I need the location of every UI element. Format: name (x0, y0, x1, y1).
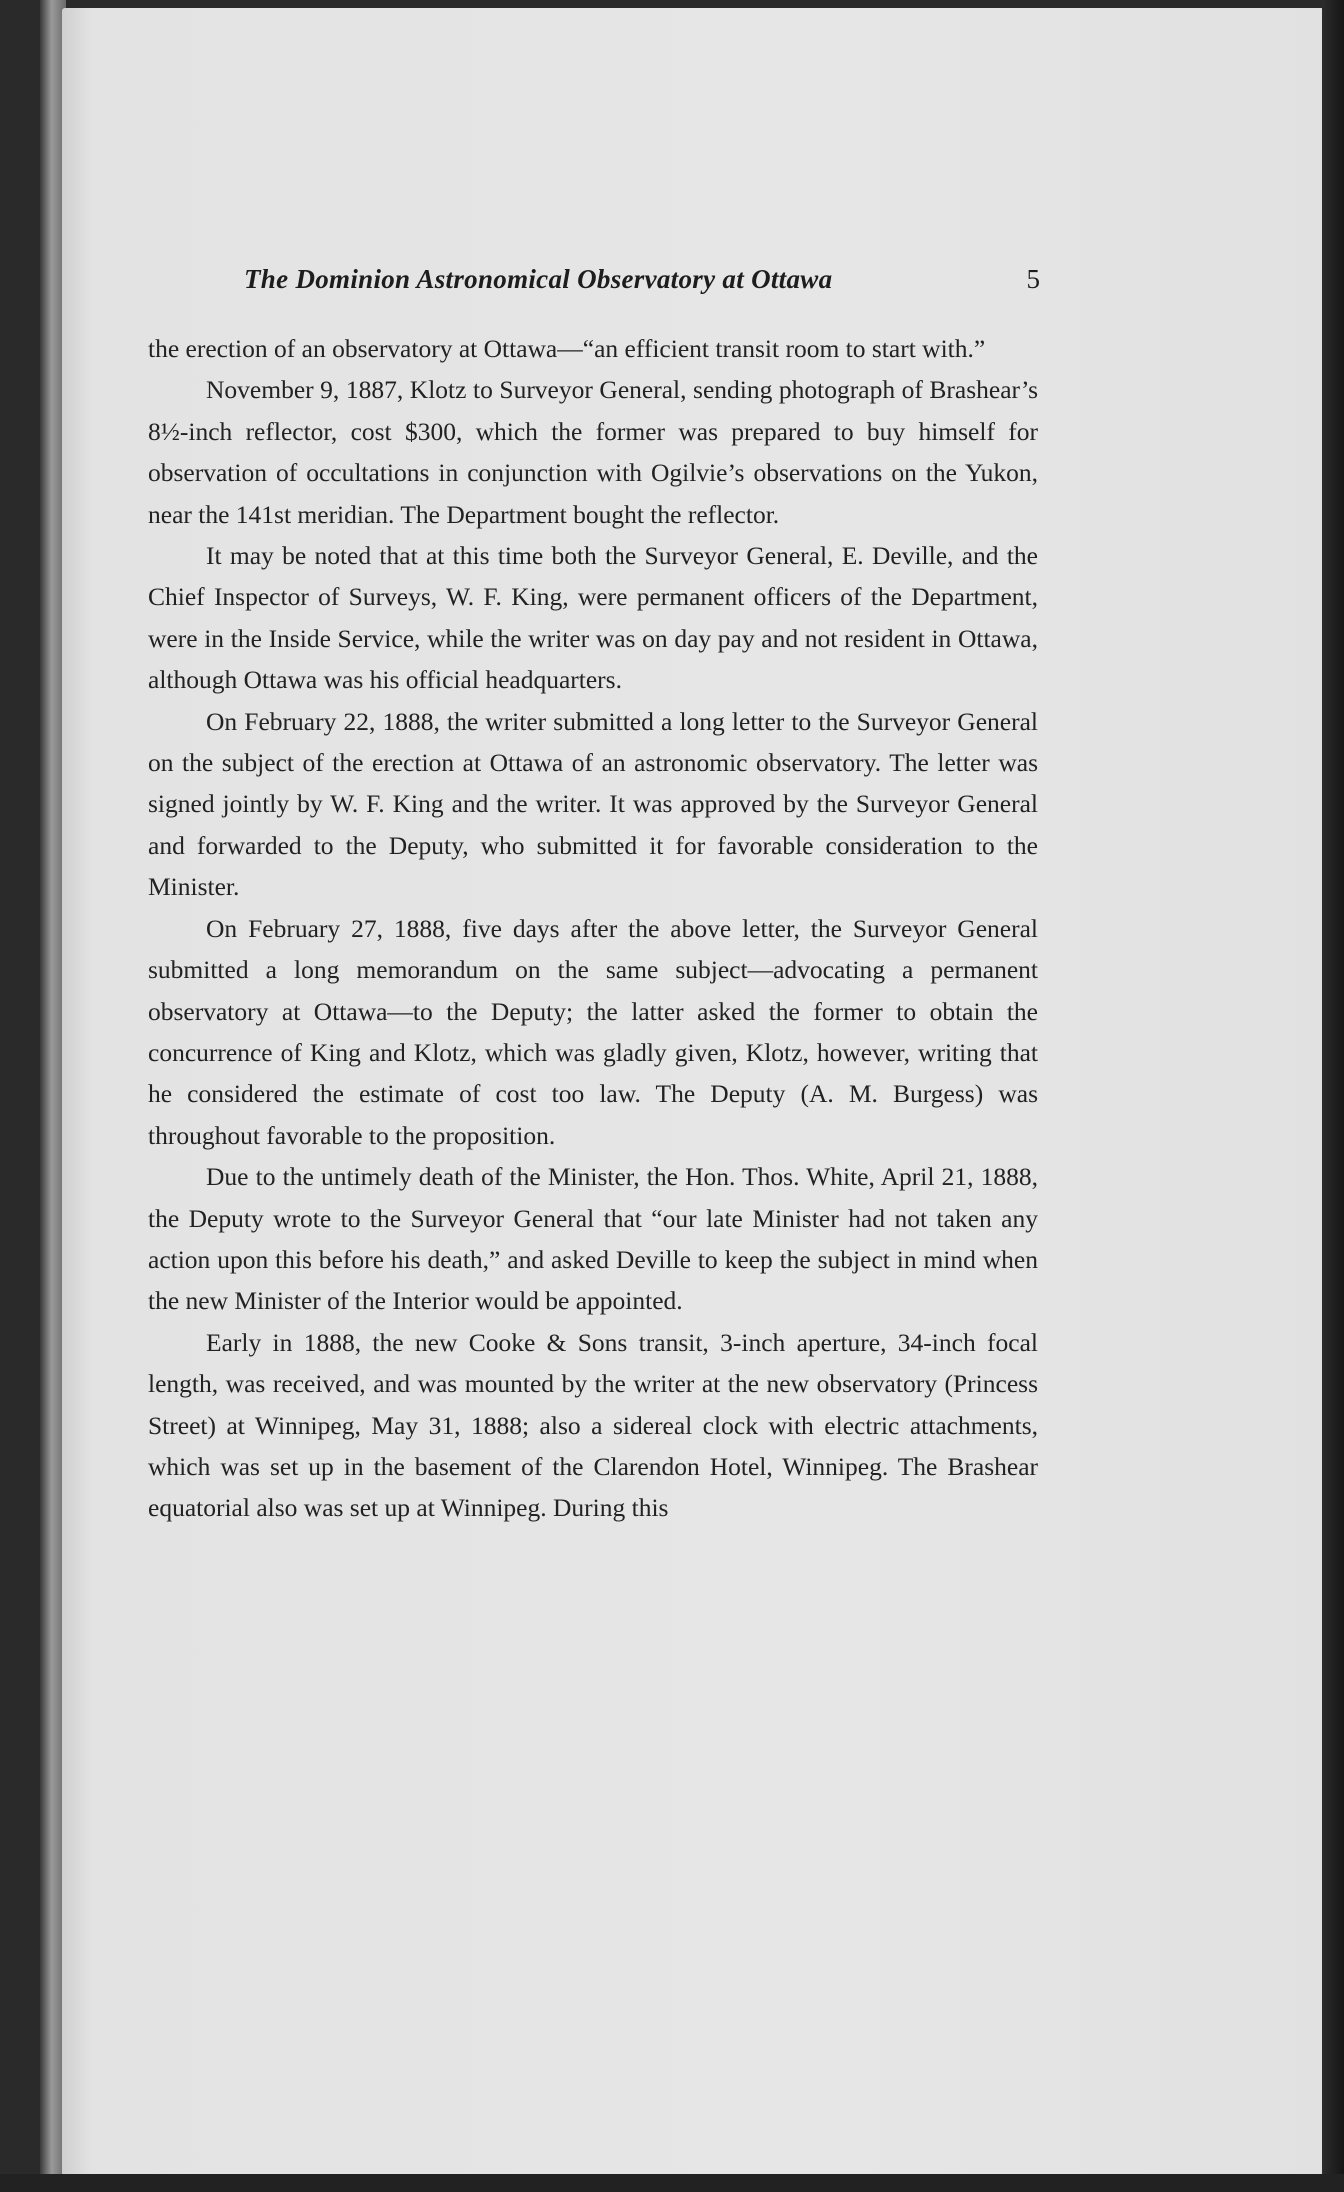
paragraph: On February 27, 1888, five days after the above letter, the Surveyor General submitted a long memorandum on the same subject—advocating a permanent observatory at Ottawa—to the Deputy; the latter asked the former to obtain the concurrence of King and Klotz, which was gladly given, Klotz, however, writing that he considered the estimate of cost too law. The Deputy (A. M. Burgess) was throughout favorable to the proposition. (148, 913, 1038, 1150)
paragraph: the erection of an observatory at Ottawa—“an efficient transit room to start with.” (148, 334, 986, 363)
page-number: 5 (1026, 264, 1040, 294)
page-header (148, 264, 1040, 308)
right-margin-shadow (1322, 0, 1344, 2192)
running-title: The Dominion Astronomical Observatory at Ottawa (244, 264, 833, 294)
paragraph: Due to the untimely death of the Minister, the Hon. Thos. White, April 21, 1888, the Deputy wrote to the Surveyor General that “our late Minister had not taken any action upon this before his death,” and asked Deville to keep the subject in mind when the new Minister of the Interior would be appointed. (148, 1162, 1038, 1316)
paragraph: Early in 1888, the new Cooke & Sons transit, 3-inch aperture, 34-inch focal length, was received, and was mounted by the writer at the new observatory (Princess Street) at Winnipeg, May 31, 1888; also a sidereal clock with electric attachments, which was set up in the basement of the Clarendon Hotel, Winnipeg. The Brashear equatorial also was set up at Winnipeg. During this (148, 1327, 1038, 1523)
body-text (148, 328, 1038, 1529)
paragraph: November 9, 1887, Klotz to Surveyor General, sending photograph of Brashear’s 8½-inch reflector, cost $300, which the former was prepared to buy himself for observation of occultations in conjunction with Ogilvie’s observations on the Yukon, near the 141st meridian. The Department bought the reflector. (148, 375, 1038, 529)
paragraph: It may be noted that at this time both the Surveyor General, E. Deville, and the Chief Inspector of Surveys, W. F. King, were permanent officers of the Department, were in the Inside Service, while the writer was on day pay and not resident in Ottawa, although Ottawa was his official headquarters. (148, 541, 1038, 695)
bottom-margin-shadow (0, 2174, 1344, 2192)
paragraph: On February 22, 1888, the writer submitted a long letter to the Surveyor General on the subject of the erection at Ottawa of an astronomic observatory. The letter was signed jointly by W. F. King and the writer. It was approved by the Surveyor General and forwarded to the Deputy, who submitted it for favorable consideration to the Minister. (148, 706, 1038, 902)
